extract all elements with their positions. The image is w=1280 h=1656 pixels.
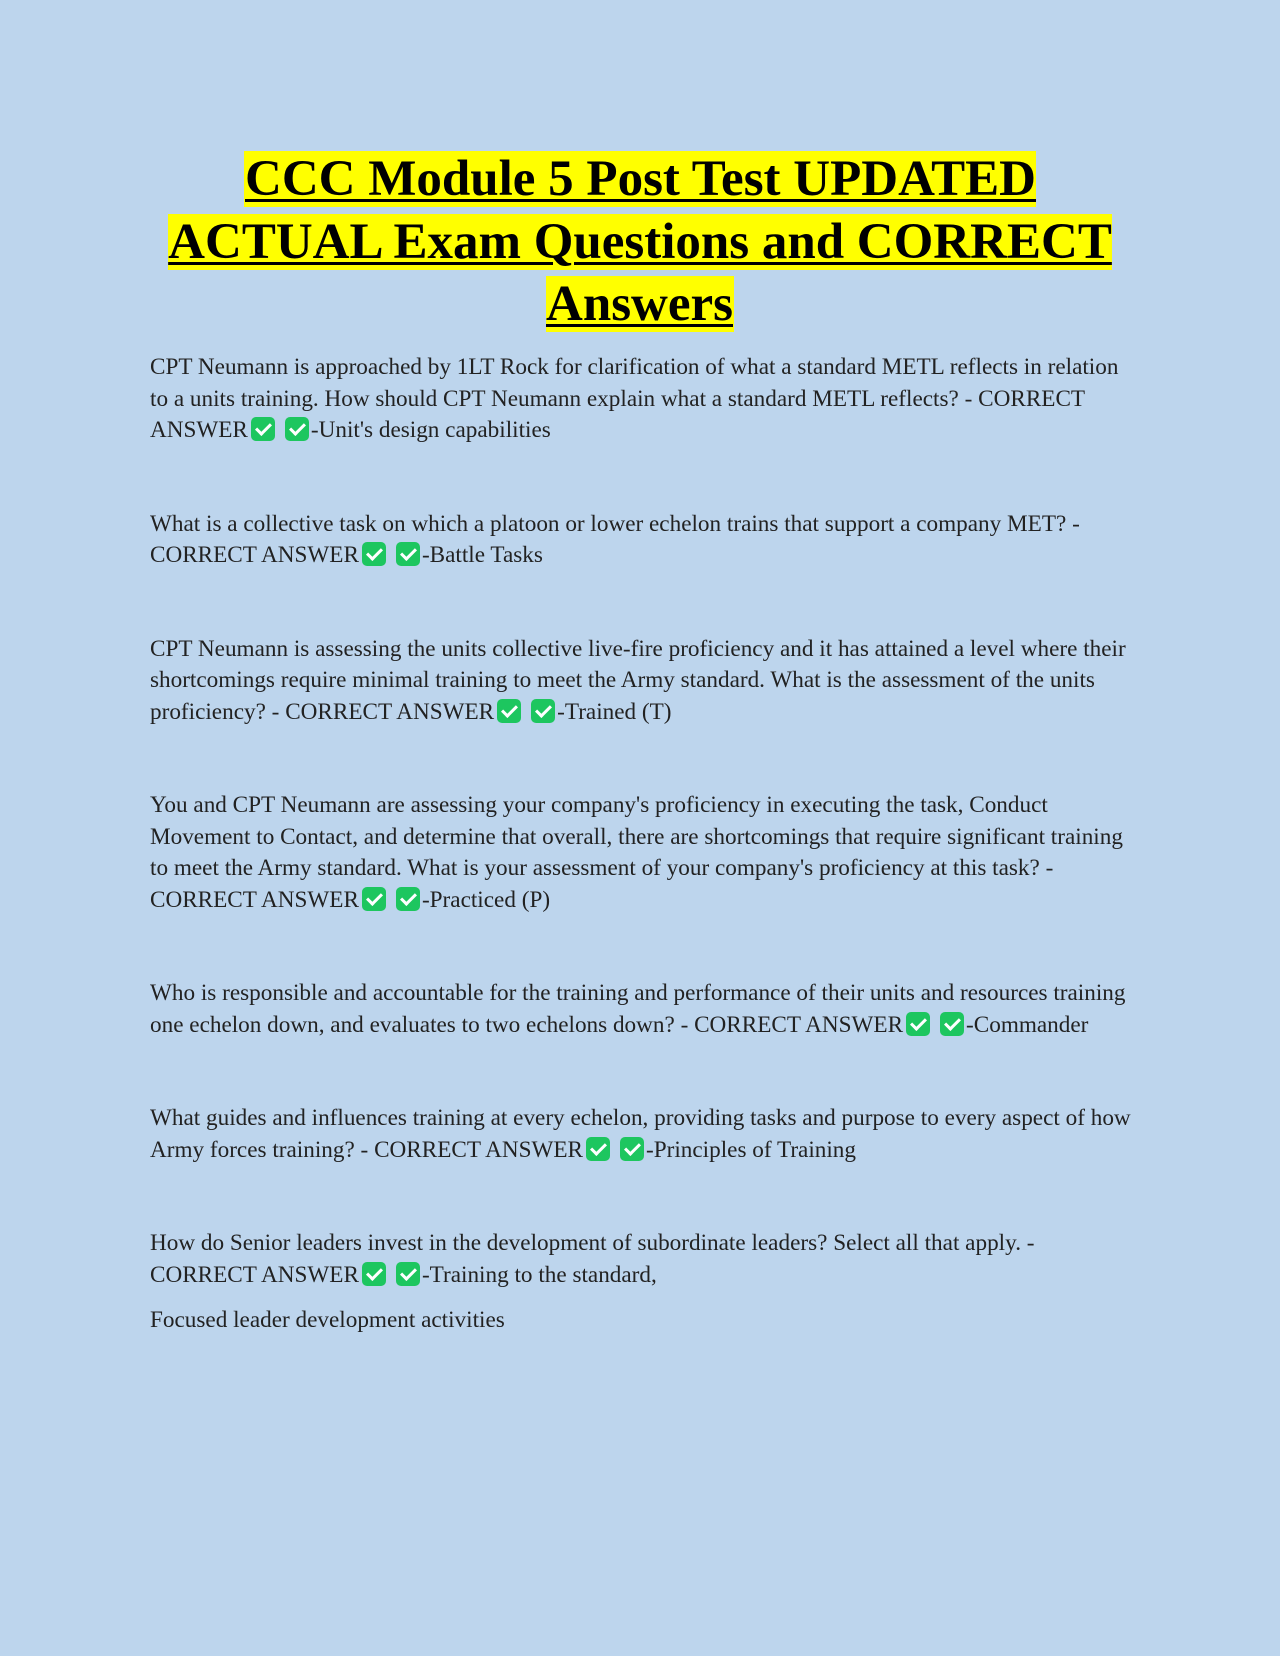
check-mark-icon (940, 1012, 964, 1036)
check-mark-icon (396, 542, 420, 566)
check-mark-icon (620, 1137, 644, 1161)
question-text: You and CPT Neumann are assessing your company's proficiency in executing the task, Conduct Movement to Contact, and determine that overall, there are shortcomings that require significant training to meet the Army standard. What is your assessment of your company's proficiency at this task? - (150, 792, 1123, 881)
answer-text: -Unit's design capabilities (310, 417, 551, 443)
answer-label: CORRECT ANSWER (150, 1261, 359, 1288)
answer-label: CORRECT ANSWER (285, 698, 495, 725)
check-mark-icon (362, 542, 386, 566)
answer-label: CORRECT ANSWER (150, 886, 359, 913)
question-text: CPT Neumann is approached by 1LT Rock for clarification of what a standard METL reflects in relation to a units training. How should CPT Neumann explain what a standard METL reflects? - (150, 354, 1119, 412)
qa-text (150, 790, 1140, 916)
qa-text (150, 509, 1140, 572)
answer-label: CORRECT ANSWER (150, 385, 1085, 443)
question-text: Who is responsible and accountable for the training and performance of their units and resources training one echelon down, and evaluates to two echelons down? - (150, 980, 1126, 1038)
qa-text (150, 1228, 1140, 1291)
answer-text: -Battle Tasks (421, 542, 543, 568)
question-text: What is a collective task on which a platoon or lower echelon trains that support a company MET? - (150, 510, 1080, 537)
qa-item (150, 1228, 1140, 1337)
question-text: How do Senior leaders invest in the development of subordinate leaders? Select all that apply. - (150, 1230, 1035, 1256)
document-title (150, 148, 1130, 336)
answer-label: CORRECT ANSWER (150, 542, 359, 568)
title-highlight: CCC Module 5 Post Test UPDATED ACTUAL Exam Questions and CORRECT Answers (168, 151, 1112, 332)
check-mark-icon (396, 1262, 420, 1286)
qa-item (150, 352, 1140, 447)
check-mark-icon (362, 887, 386, 911)
check-mark-icon (906, 1012, 930, 1036)
question-text: CPT Neumann is assessing the units collective live-fire proficiency and it has attained a level where their shortcomings require minimal training to meet the Army standard. What is the assessment of the units proficiency? - (150, 635, 1126, 725)
qa-item (150, 790, 1140, 916)
answer-text: -Training to the standard, (421, 1261, 657, 1288)
answer-label: CORRECT ANSWER (374, 1136, 584, 1163)
check-mark-icon (531, 699, 555, 723)
qa-text (150, 352, 1140, 447)
qa-item (150, 1103, 1140, 1166)
check-mark-icon (251, 417, 275, 441)
check-mark-icon (586, 1137, 610, 1161)
check-mark-icon (396, 887, 420, 911)
qa-text (150, 978, 1140, 1041)
qa-item (150, 634, 1140, 729)
question-text: What guides and influences training at every echelon, providing tasks and purpose to every aspect of how Army forces training? - (150, 1105, 1131, 1163)
answer-text: -Principles of Training (646, 1136, 856, 1163)
qa-item (150, 509, 1140, 572)
qa-item (150, 978, 1140, 1041)
check-mark-icon (362, 1262, 386, 1286)
qa-list (150, 352, 1140, 1399)
answer-text: -Practiced (P) (421, 886, 551, 913)
qa-text (150, 634, 1140, 729)
qa-text (150, 1103, 1140, 1166)
answer-text: -Trained (T) (557, 698, 672, 725)
answer-continuation: Focused leader development activities (150, 1307, 505, 1333)
check-mark-icon (285, 417, 309, 441)
check-mark-icon (497, 699, 521, 723)
answer-text: -Commander (966, 1011, 1089, 1038)
answer-label: CORRECT ANSWER (694, 1011, 904, 1038)
